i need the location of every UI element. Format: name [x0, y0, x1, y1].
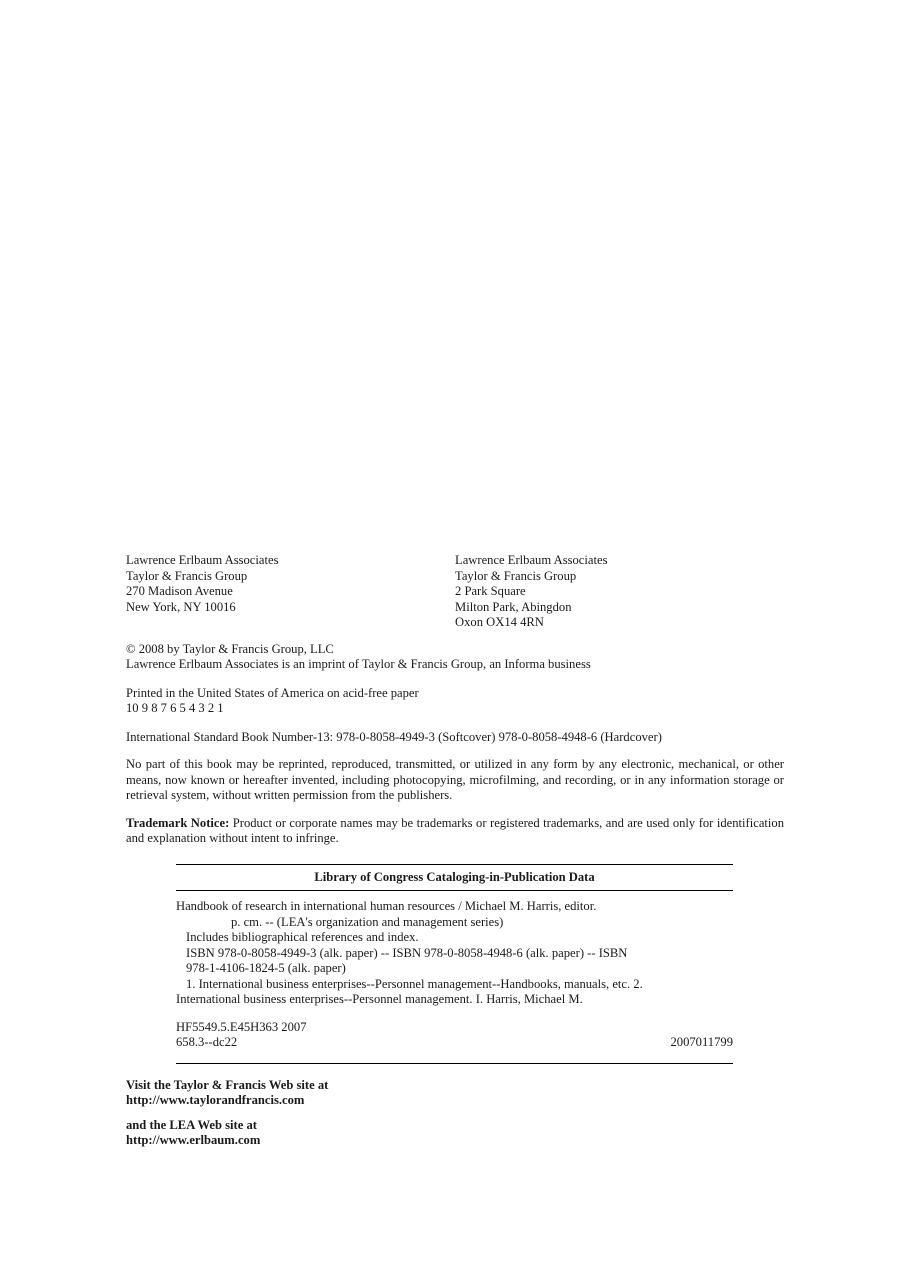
publisher-address-line: 270 Madison Avenue: [126, 584, 233, 598]
catalog-line: Includes bibliographical references and index.: [186, 930, 419, 944]
rights-paragraph: No part of this book may be reprinted, reproduced, transmitted, or utilized in any form by any electronic, mechanical, or other means, now known or hereafter invented, including photocopying, microfilming, and recording, or in any information storage or retrieval system, without written permission from the publishers.: [126, 757, 784, 802]
printed-in-line: Printed in the United States of America on acid-free paper: [126, 685, 419, 700]
catalog-entry: [176, 899, 733, 1008]
isbn-statement: International Standard Book Number-13: 978-0-8058-4949-3 (Softcover) 978-0-8058-4948-6 (Hardcover): [126, 729, 662, 744]
erlbaum-url: http://www.erlbaum.com: [126, 1133, 261, 1147]
lc-control-number: 2007011799: [670, 1035, 733, 1049]
catalog-line: 1. International business enterprises--Personnel management--Handbooks, manuals, etc. 2.: [186, 976, 643, 991]
lea-website: [126, 1118, 784, 1149]
websites-block: [126, 1078, 784, 1149]
copyright-statement: [126, 642, 784, 673]
publisher-address-line: 2 Park Square: [455, 584, 526, 598]
publisher-addresses: [126, 553, 784, 631]
publisher-address-line: Taylor & Francis Group: [126, 568, 248, 583]
copyright-line: © 2008 by Taylor & Francis Group, LLC: [126, 641, 334, 656]
website-intro-line: Visit the Taylor & Francis Web site at: [126, 1077, 329, 1092]
dewey-row: [176, 1035, 733, 1051]
publisher-address-line: Taylor & Francis Group: [455, 568, 577, 583]
trademark-notice-text: Product or corporate names may be trademarks or registered trademarks, and are used only for identification and explanation without intent to infringe.: [126, 815, 785, 845]
website-intro-line: and the LEA Web site at: [126, 1117, 257, 1132]
printing-statement: [126, 686, 784, 717]
trademark-notice-label: Trademark Notice:: [126, 815, 230, 830]
taylor-francis-website: [126, 1078, 784, 1109]
lc-call-number: HF5549.5.E45H363 2007: [176, 1019, 307, 1034]
taylor-francis-url: http://www.taylorandfrancis.com: [126, 1093, 305, 1107]
dewey-number: 658.3--dc22: [176, 1035, 238, 1049]
catalog-line: International business enterprises--Personnel management. I. Harris, Michael M.: [176, 992, 583, 1006]
classification-block: [176, 1020, 733, 1051]
catalog-line: p. cm. -- (LEA's organization and management series): [231, 914, 504, 929]
publisher-address-uk: [455, 553, 784, 631]
library-of-congress-block: [176, 864, 733, 1064]
publisher-address-line: Milton Park, Abingdon: [455, 599, 572, 614]
publisher-address-line: Lawrence Erlbaum Associates: [126, 553, 279, 567]
publisher-address-line: Oxon OX14 4RN: [455, 615, 544, 629]
publisher-address-line: New York, NY 10016: [126, 599, 236, 614]
imprint-line: Lawrence Erlbaum Associates is an imprint of Taylor & Francis Group, an Informa business: [126, 657, 591, 671]
catalog-line: ISBN 978-0-8058-4949-3 (alk. paper) -- ISBN 978-0-8058-4948-6 (alk. paper) -- ISBN: [186, 945, 628, 960]
catalog-line: Handbook of research in international human resources / Michael M. Harris, editor.: [176, 899, 597, 913]
trademark-notice: [126, 816, 784, 847]
copyright-page: [126, 553, 784, 1149]
publisher-address-line: Lawrence Erlbaum Associates: [455, 553, 608, 567]
catalog-line: 978-1-4106-1824-5 (alk. paper): [186, 961, 346, 975]
publisher-address-us: [126, 553, 455, 631]
print-run-numbers: 10 9 8 7 6 5 4 3 2 1: [126, 701, 224, 715]
library-of-congress-heading: Library of Congress Cataloging-in-Publication Data: [176, 864, 733, 892]
